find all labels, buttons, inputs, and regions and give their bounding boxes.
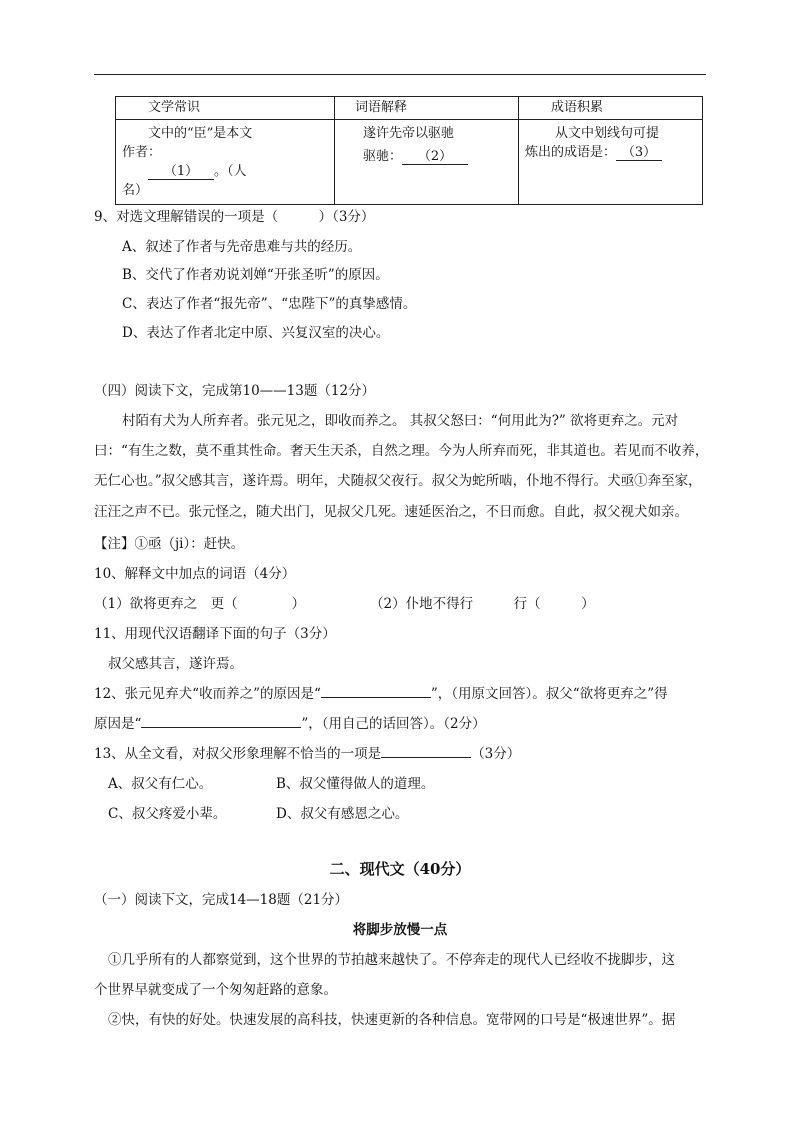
q12-text-3: 原因是“: [94, 716, 142, 732]
q9-option-b[interactable]: B、交代了作者劝说刘婵“开张圣听”的原因。: [122, 267, 389, 283]
section-2-title: 二、现代文（40分）: [329, 860, 471, 878]
q13-score: （3分）: [471, 746, 521, 762]
article-para-2-line-1: ②快，有快的好处。快速发展的高科技，快速更新的各种信息。宽带网的口号是“极速世界”。据: [108, 1012, 676, 1028]
passage-note: 【注】①亟（ji）：赶快。: [94, 536, 245, 552]
cell-literature: [116, 120, 335, 205]
header-literature: 文学常识: [116, 97, 335, 120]
q12-text-2: ”，（用原文回答）。叔父“欲将更弃之”得: [430, 686, 668, 702]
part4-heading: （四）阅读下文，完成第10——13题（12分）: [94, 383, 376, 399]
cell-idioms-label: 炼出的成语是：: [525, 145, 617, 160]
q12-text-1: 12、张元见弃犬“收而养之”的原因是“: [94, 686, 321, 702]
q11-sentence: 叔父感其言，遂许焉。: [108, 656, 243, 672]
cell-vocabulary: [335, 120, 519, 205]
table-header-row: [116, 97, 703, 120]
section-2-subheading: （一）阅读下文，完成14—18题（21分）: [94, 892, 349, 908]
q9-option-c[interactable]: C、表达了作者“报先帝”、“忠陛下”的真挚感情。: [122, 296, 417, 312]
q10-item-1[interactable]: （1）欲将更弃之 更（ ）: [94, 596, 306, 612]
passage-line-2: 曰：“有生之数，莫不重其性命。奢天生天杀，自然之理。今为人所弃而死，非其道也。若见而不收养，: [94, 443, 709, 459]
q12-line-2: [94, 712, 486, 732]
q9-option-d[interactable]: D、表达了作者北定中原、兴复汉室的决心。: [122, 325, 390, 341]
header-vocabulary: 词语解释: [335, 97, 519, 120]
table-body-row: [116, 120, 703, 205]
q12-blank-1[interactable]: [321, 683, 431, 698]
q13-blank[interactable]: [381, 743, 471, 758]
q10-item-2[interactable]: （2）仆地不得行 行（ ）: [370, 596, 595, 612]
header-idioms: 成语积累: [519, 97, 703, 120]
cell-idioms-line1: 从文中划线句可提: [555, 126, 660, 141]
q13-line: [94, 742, 520, 762]
header-rule: [94, 74, 706, 75]
blank-1[interactable]: （1）: [148, 165, 214, 180]
blank-3[interactable]: （3）: [616, 146, 662, 161]
q9-option-a[interactable]: A、叙述了作者与先帝患难与共的经历。: [122, 239, 362, 255]
cell-idioms: [519, 120, 703, 205]
cell-vocabulary-label: 驱驰：: [363, 149, 403, 164]
cell-literature-line1: 文中的“臣”是本文: [148, 126, 253, 141]
q13-option-b[interactable]: B、叔父懂得做人的道理。: [276, 776, 435, 792]
article-para-1-line-1: ①几乎所有的人都察觉到，这个世界的节拍越来越快了。不停奔走的现代人已经收不拢脚步，这: [108, 952, 675, 968]
q13-option-c[interactable]: C、叔父疼爱小辈。: [108, 806, 227, 822]
cell-literature-line3: 。（人: [214, 164, 247, 179]
passage-line-3: 无仁心也。”叔父感其言，遂许焉。明年，犬随叔父夜行。叔父为蛇所啮，仆地不得行。犬亟①奔至家，: [94, 473, 702, 489]
knowledge-table: [115, 96, 703, 205]
q11-stem: 11、用现代汉语翻译下面的句子（3分）: [94, 626, 336, 642]
passage-line-1: 村陌有犬为人所弃者。张元见之，即收而养之。 其叔父怒曰：“何用此为?” 欲将更弃之。元对: [122, 413, 679, 429]
q13-option-d[interactable]: D、叔父有感恩之心。: [276, 806, 409, 822]
cell-vocabulary-line1: 遂许先帝以驱驰: [363, 126, 455, 141]
q10-stem: 10、解释文中加点的词语（4分）: [94, 566, 296, 582]
q13-option-a[interactable]: A、叔父有仁心。: [108, 776, 213, 792]
blank-2[interactable]: （2）: [402, 150, 468, 165]
q9-stem: 9、对选文理解错误的一项是（ ）（3分）: [94, 209, 375, 225]
cell-literature-line4: 名）: [122, 183, 149, 198]
article-title: 将脚步放慢一点: [352, 922, 448, 938]
q12-blank-2[interactable]: [141, 713, 301, 728]
q13-stem: 13、从全文看，对叔父形象理解不恰当的一项是: [94, 746, 382, 762]
q12-line-1: [94, 682, 668, 702]
cell-literature-line2: 作者：: [122, 145, 162, 160]
q12-text-4: ”，（用自己的话回答）。（2分）: [301, 716, 486, 732]
passage-line-4: 汪汪之声不已。张元怪之，随犬出门，见叔父几死。速延医治之，不日而愈。自此，叔父视犬如亲。: [94, 504, 688, 520]
article-para-1-line-2: 个世界早就变成了一个匆匆赶路的意象。: [94, 982, 337, 998]
